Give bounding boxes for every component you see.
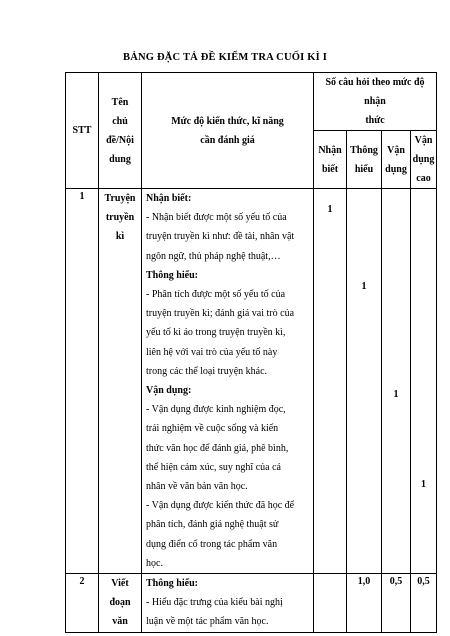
row-1-van-dung: 1	[382, 189, 411, 574]
row-1-van-dung-cao: 1	[411, 189, 437, 574]
row-2-thong-hieu: 1,0	[347, 574, 382, 633]
header-description: Mức độ kiến thức, kĩ năng cần đánh giá	[142, 73, 314, 189]
table-row	[66, 574, 437, 633]
row-2-van-dung-cao: 0,5	[411, 574, 437, 633]
row-1-thong-hieu: 1	[347, 189, 382, 574]
header-van-dung: Vận dụng	[382, 131, 411, 189]
row-1-nhan-biet: 1	[314, 189, 347, 574]
row-1-description: Nhận biết: - Nhận biết được một số yếu tố của truyện truyền kì như: đề tài, nhân vật ngôn ngữ, thủ pháp nghệ thuật,… Thông hiểu: - Phân tích được một số yếu tố của truyện truyền kì; đánh giá vai trò của yếu tố kì ảo trong truyện truyền kì, liên hệ với vai trò của yếu tố này trong các thể loại truyện khác. Vận dụng: - Vận dụng được kinh nghiệm đọc, trải nghiệm về cuộc sống và kiến thức văn học để đánh giá, phê bình, thể hiện cảm xúc, suy nghĩ của cá nhân về văn bản văn học. - Vận dụng được kiến thức đã học để phân tích, đánh giá nghệ thuật sử dụng điển cố trong tác phẩm văn học.	[142, 189, 314, 574]
label-nhan-biet: Nhận biết:	[146, 193, 192, 204]
row-2-stt: 2	[66, 574, 99, 633]
label-thong-hieu: Thông hiểu:	[146, 269, 198, 281]
specification-table	[65, 72, 437, 633]
row-1-topic: Truyện truyền kì	[99, 189, 142, 574]
label-thong-hieu: Thông hiểu:	[146, 578, 198, 590]
header-thong-hieu: Thông hiểu	[347, 131, 382, 189]
row-2-topic: Viết đoạn văn	[99, 574, 142, 633]
header-question-count: Số câu hỏi theo mức độ nhận thức	[314, 73, 437, 131]
row-2-van-dung: 0,5	[382, 574, 411, 633]
row-2-nhan-biet	[314, 574, 347, 633]
label-van-dung: Vận dụng:	[146, 385, 192, 397]
header-stt: STT	[66, 73, 99, 189]
header-nhan-biet: Nhận biết	[314, 131, 347, 189]
document-title: BẢNG ĐẶC TẢ ĐỀ KIỂM TRA CUỐI KÌ I	[123, 52, 327, 63]
header-topic: Tên chủ đề/Nội dung	[99, 73, 142, 189]
row-1-stt: 1	[66, 189, 99, 574]
header-van-dung-cao: Vận dụng cao	[411, 131, 437, 189]
row-2-description: Thông hiểu: - Hiểu đặc trưng của kiểu bài nghị luận về một tác phẩm văn học.	[142, 574, 314, 633]
table-row	[66, 189, 437, 574]
